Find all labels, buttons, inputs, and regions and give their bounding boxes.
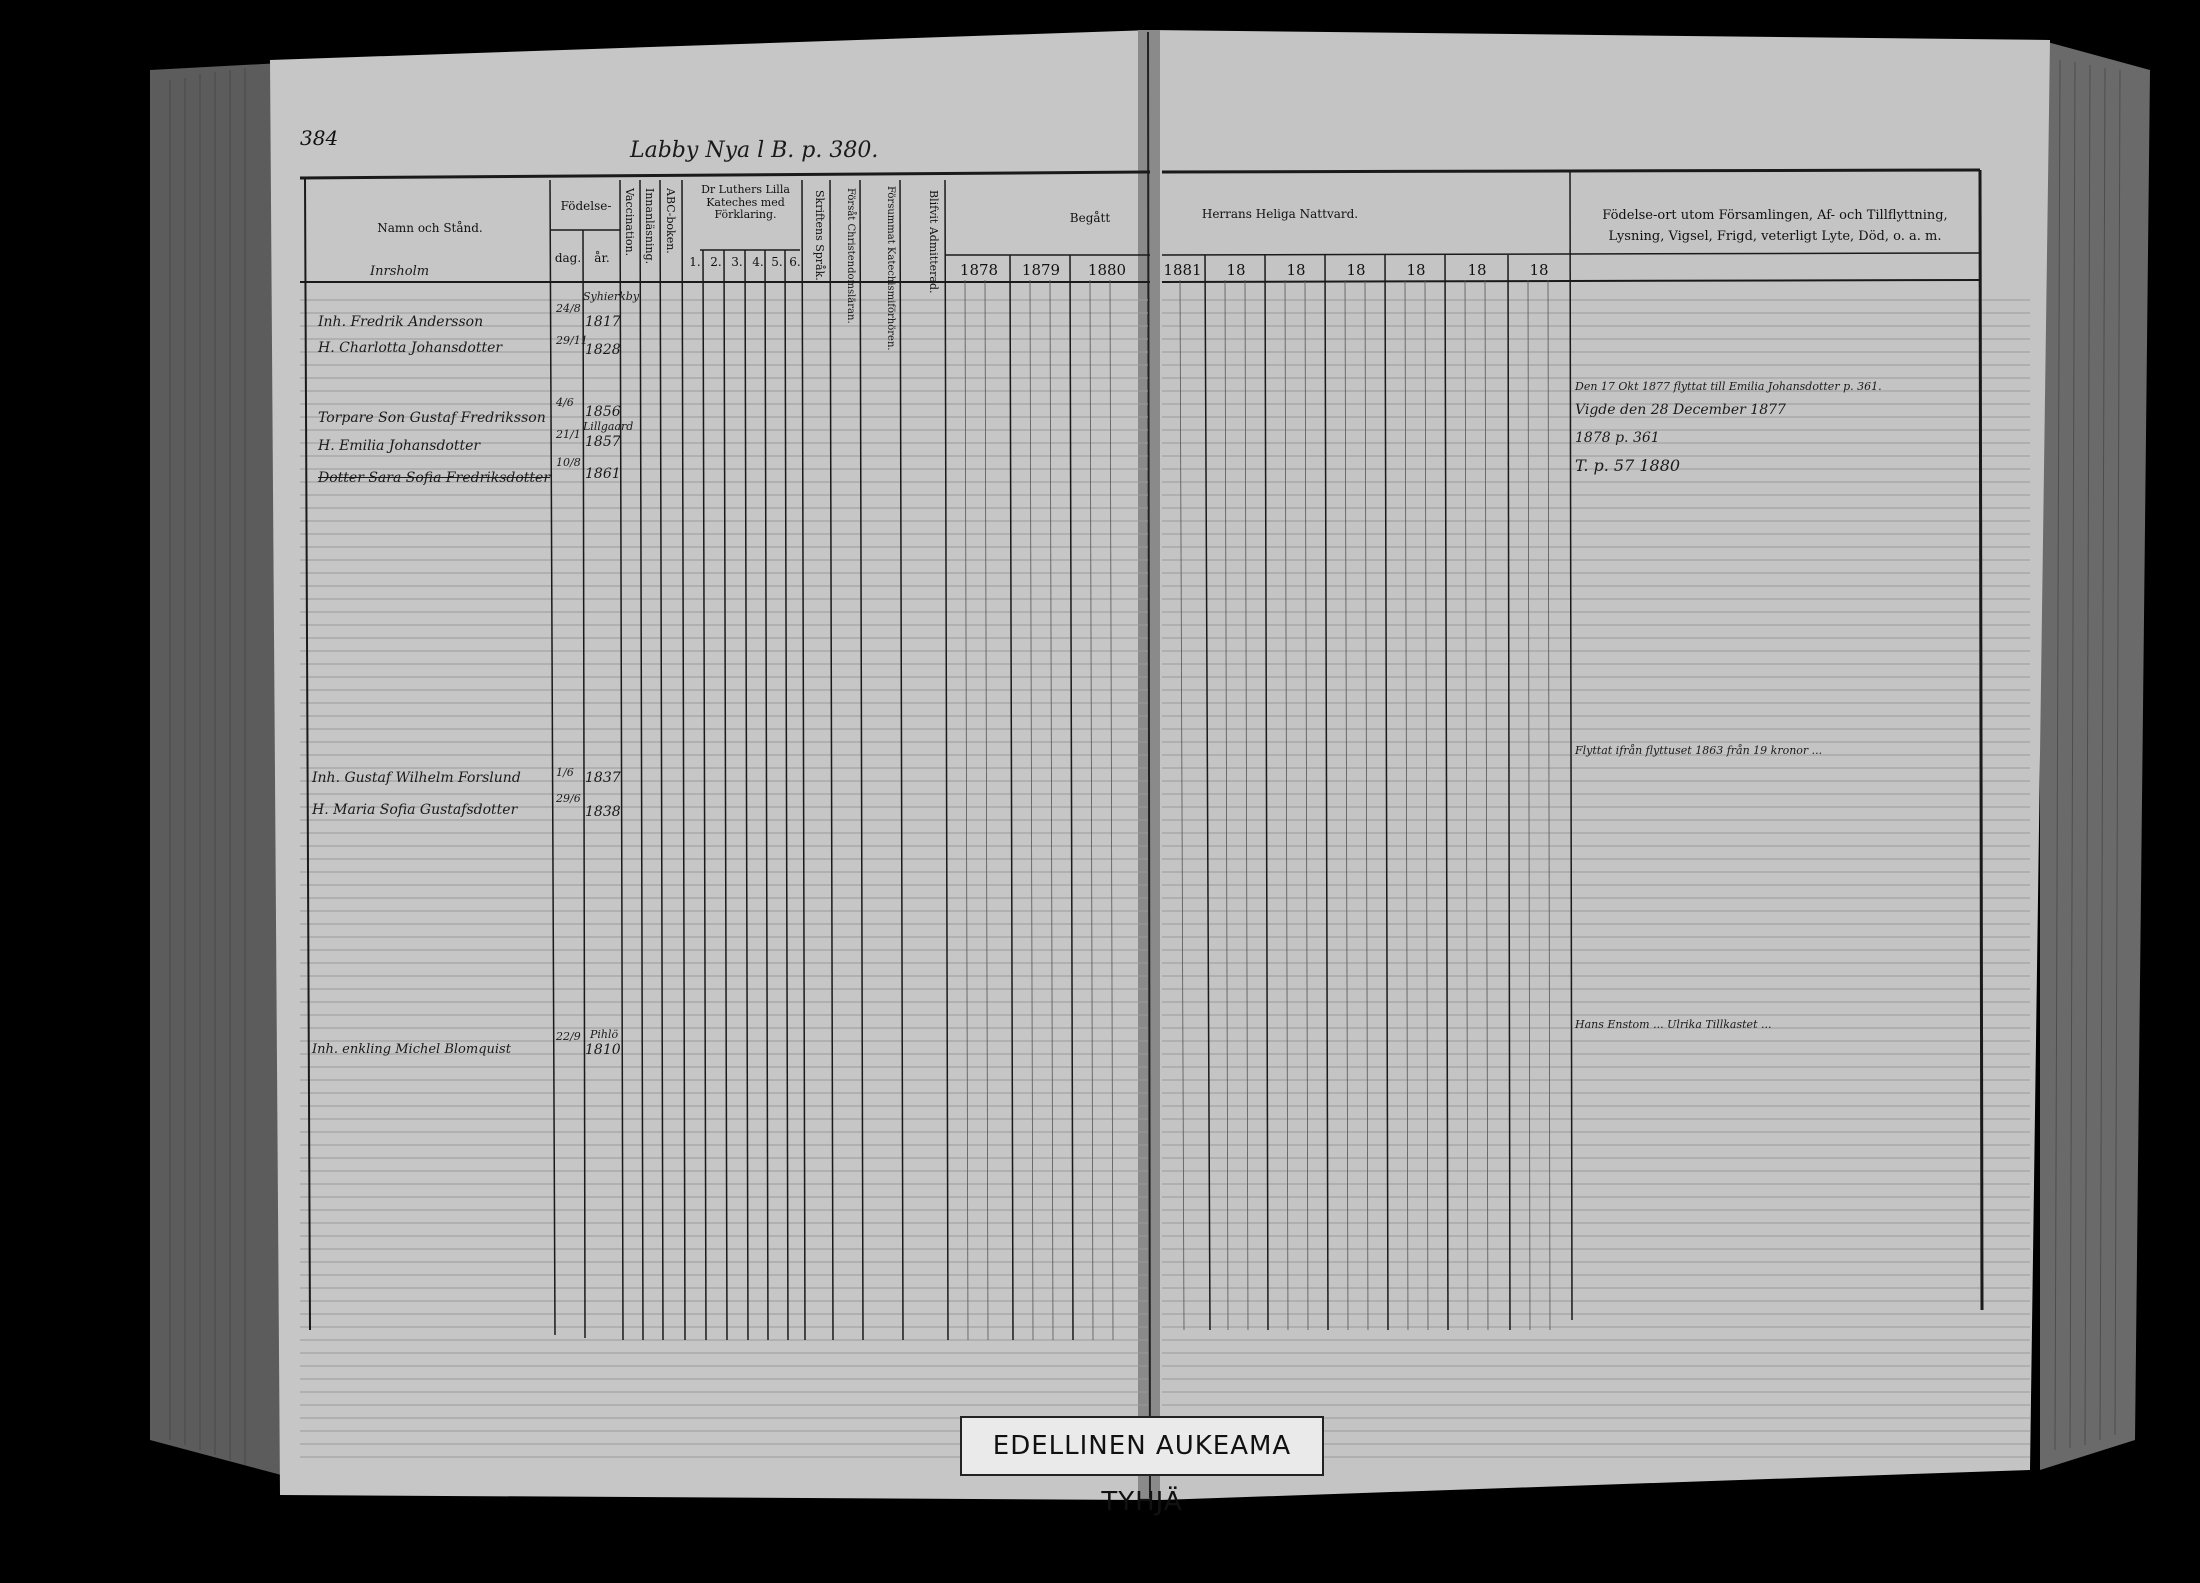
header-year: år.	[594, 251, 610, 265]
page-number: 384	[300, 126, 339, 150]
header-vaccination: Vaccination.	[623, 188, 636, 257]
entry-year: 1828	[585, 342, 621, 358]
entry-day: 22/9	[556, 1030, 581, 1043]
entry-day: 29/11	[556, 334, 588, 347]
entry-place: Lillgaard	[583, 420, 634, 433]
remark: Flyttat ifrån flyttuset 1863 från 19 kronor ...	[1575, 744, 1823, 757]
entry-name: Inh. Fredrik Andersson	[318, 314, 484, 330]
header-reading: Innanläsning.	[643, 188, 656, 265]
remark: T. p. 57 1880	[1575, 456, 1681, 475]
entry-place: Pihlö	[590, 1028, 619, 1041]
header-nattvard: Herrans Heliga Nattvard.	[1201, 207, 1359, 221]
header-year-3: 1880	[1087, 261, 1127, 279]
header-cat-2: 2.	[710, 255, 722, 269]
header-year-7: 18	[1346, 261, 1366, 279]
remark: Den 17 Okt 1877 flyttat till Emilia Johansdotter p. 361.	[1575, 380, 1882, 393]
entry-name: Inh. Gustaf Wilhelm Forslund	[312, 770, 521, 786]
entry-day: 1/6	[556, 766, 574, 779]
header-begatt: Begått	[1069, 211, 1111, 225]
section-label: Inrsholm	[370, 264, 430, 279]
header-remarks: Födelse-ort utom Församlingen, Af- och Tillflyttning, Lysning, Vigsel, Frigd, veterligt Lyte, Död, o. a. m.	[1602, 208, 1948, 244]
entry-day: 10/8	[556, 456, 581, 469]
header-year-6: 18	[1286, 261, 1306, 279]
entry-name: Dotter Sara Sofia Fredriksdotter	[318, 470, 551, 486]
header-catechetical: Försummat Katechismiförhören.	[885, 186, 896, 351]
entry-name: Torpare Son Gustaf Fredriksson	[318, 410, 546, 426]
entry-year: 1838	[585, 804, 621, 820]
header-year-1: 1878	[959, 261, 999, 279]
entry-day: 24/8	[556, 302, 581, 315]
entry-year: 1837	[585, 770, 621, 786]
header-year-4: 1881	[1163, 261, 1202, 279]
header-year-9: 18	[1467, 261, 1487, 279]
header-cat-3: 3.	[731, 255, 743, 269]
entry-place: Syhierkby	[583, 290, 640, 303]
entry-day: 4/6	[556, 396, 574, 409]
entry-year: 1856	[585, 404, 621, 420]
header-abc: ABC-boken.	[664, 188, 677, 254]
remark: 1878 p. 361	[1575, 430, 1660, 446]
entry-name: Inh. enkling Michel Blomquist	[312, 1042, 511, 1057]
entry-name: H. Maria Sofia Gustafsdotter	[312, 802, 518, 818]
stamp-label: EDELLINEN AUKEAMA TYHJÄ	[960, 1416, 1324, 1476]
header-cat-4: 4.	[752, 255, 764, 269]
header-year-5: 18	[1226, 261, 1246, 279]
header-christendom: Försåt Christendomsläran.	[845, 188, 856, 324]
remark: Vigde den 28 December 1877	[1575, 402, 1786, 418]
entry-year: 1817	[585, 314, 621, 330]
header-year-10: 18	[1529, 261, 1549, 279]
top-note: Labby Nya l B. p. 380.	[630, 138, 879, 163]
entry-day: 29/6	[556, 792, 581, 805]
entry-year: 1857	[585, 434, 621, 450]
entry-year: 1861	[585, 466, 621, 482]
header-cat-5: 5.	[771, 255, 783, 269]
header-bible: Skriftens Språk.	[813, 190, 826, 281]
entry-name: H. Emilia Johansdotter	[318, 438, 481, 454]
entry-name: H. Charlotta Johansdotter	[318, 340, 503, 356]
header-cat-6: 6.	[789, 255, 801, 269]
entry-day: 21/1	[556, 428, 581, 441]
header-catechism: Dr Luthers Lilla Kateches med Förklaring.	[701, 183, 790, 222]
right-page	[1150, 30, 2050, 1500]
entry-year: 1810	[585, 1042, 621, 1058]
header-day: dag.	[554, 251, 582, 265]
header-year-2: 1879	[1021, 261, 1061, 279]
header-name: Namn och Stånd.	[377, 221, 483, 235]
header-year-8: 18	[1406, 261, 1426, 279]
header-birth: Födelse-	[560, 199, 612, 213]
header-admitted: Blifvit Admitterad.	[927, 190, 940, 294]
header-cat-1: 1.	[689, 255, 701, 269]
remark: Hans Enstom ... Ulrika Tillkastet ...	[1575, 1018, 1772, 1031]
